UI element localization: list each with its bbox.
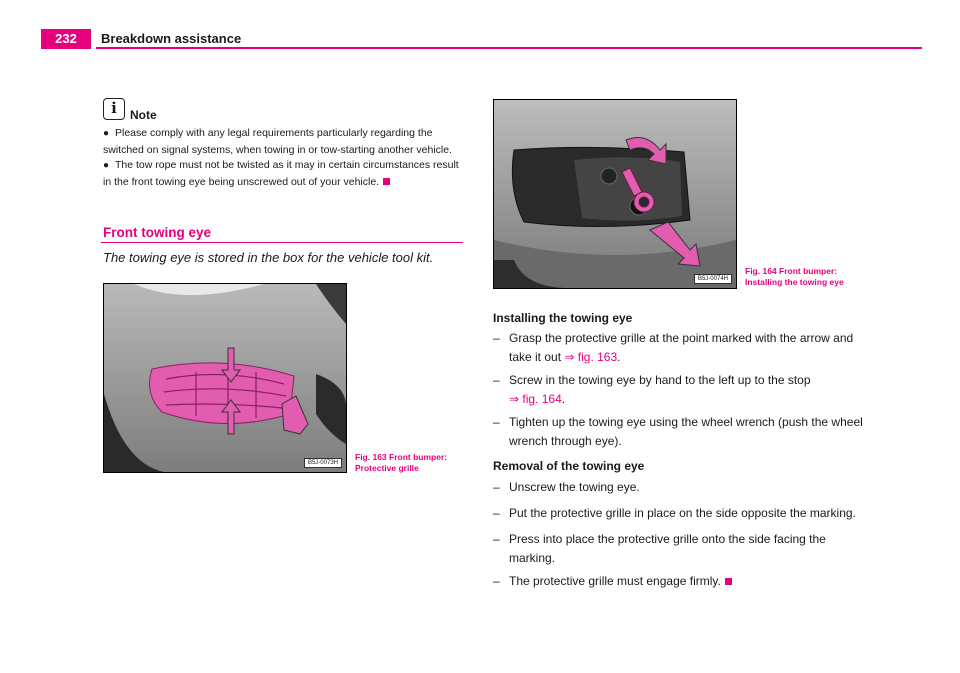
note-bullet-text: Please comply with any legal requirements particularly regarding the switched on signal systems, when towing in or tow-starting another vehicle. bbox=[103, 127, 453, 156]
note-bullet-2 bbox=[103, 157, 468, 190]
dash-marker: – bbox=[493, 331, 500, 345]
figure-164-image bbox=[493, 99, 737, 289]
fig-164-link[interactable]: ⇒ fig. 164 bbox=[509, 392, 562, 406]
bumper-grille-illustration bbox=[104, 284, 346, 472]
step-text: Grasp the protective grille at the point marked with the arrow and bbox=[509, 331, 854, 345]
step-text: Put the protective grille in place on the side opposite the marking. bbox=[509, 506, 856, 520]
page-number: 232 bbox=[41, 29, 91, 49]
step-text: Press into place the protective grille onto the side facing the bbox=[509, 532, 826, 546]
caption-line: Fig. 163 Front bumper: bbox=[355, 452, 448, 462]
figure-163-caption bbox=[355, 452, 447, 474]
removal-step-3 bbox=[493, 530, 873, 568]
section-lead: The towing eye is stored in the box for the vehicle tool kit. bbox=[103, 250, 434, 265]
figure-code: B5J-0073H bbox=[304, 458, 342, 468]
dash-marker: – bbox=[493, 506, 500, 520]
figure-code: B5J-0074H bbox=[694, 274, 732, 284]
dash-marker: – bbox=[493, 532, 500, 546]
installing-heading: Installing the towing eye bbox=[493, 311, 633, 325]
caption-line: Fig. 164 Front bumper: bbox=[745, 266, 838, 276]
dash-marker: – bbox=[493, 373, 500, 387]
fig-163-link[interactable]: ⇒ fig. 163 bbox=[564, 350, 618, 364]
step-text: Tighten up the towing eye using the wheel wrench (push the wheel bbox=[509, 415, 863, 429]
header-rule bbox=[96, 47, 922, 49]
end-mark-icon bbox=[383, 178, 390, 185]
step-text: The protective grille must engage firmly. bbox=[509, 574, 721, 588]
step-text: marking. bbox=[509, 551, 556, 565]
step-text: wrench through eye). bbox=[509, 434, 622, 448]
installing-step-2: – Screw in the towing eye by hand to the left up to the stop ⇒ fig. 164. bbox=[493, 373, 811, 406]
note-bullet-1 bbox=[103, 125, 468, 158]
step-text: take it out bbox=[509, 350, 562, 364]
dash-marker: – bbox=[493, 574, 500, 588]
dash-marker: – bbox=[493, 415, 500, 429]
step-text: Unscrew the towing eye. bbox=[509, 480, 640, 494]
dash-marker: – bbox=[493, 480, 500, 494]
removal-step-4 bbox=[493, 572, 873, 591]
removal-step-1 bbox=[493, 478, 873, 497]
installing-step-1: – Grasp the protective grille at the point marked with the arrow and take it out ⇒ fig. 163. bbox=[493, 331, 854, 364]
end-mark-icon bbox=[725, 578, 732, 585]
note-icon: i bbox=[103, 98, 125, 120]
caption-line: Installing the towing eye bbox=[745, 277, 844, 287]
towing-eye-illustration bbox=[494, 100, 736, 288]
removal-step-2 bbox=[493, 504, 873, 523]
section-heading: Front towing eye bbox=[103, 225, 211, 240]
step-text: Screw in the towing eye by hand to the left up to the stop bbox=[509, 373, 811, 387]
section-title: Breakdown assistance bbox=[101, 31, 242, 46]
bullet-icon: ● bbox=[103, 160, 110, 171]
figure-163-image bbox=[103, 283, 347, 473]
installing-step-3 bbox=[493, 413, 873, 451]
bullet-icon: ● bbox=[103, 128, 110, 139]
section-rule bbox=[101, 242, 463, 243]
removal-heading: Removal of the towing eye bbox=[493, 459, 645, 473]
note-title: Note bbox=[130, 108, 157, 122]
caption-line: Protective grille bbox=[355, 463, 419, 473]
figure-164-caption bbox=[745, 266, 844, 288]
note-bullet-text: The tow rope must not be twisted as it may in certain circumstances result in the front towing eye being unscrewed out of your vehicle. bbox=[103, 159, 459, 188]
